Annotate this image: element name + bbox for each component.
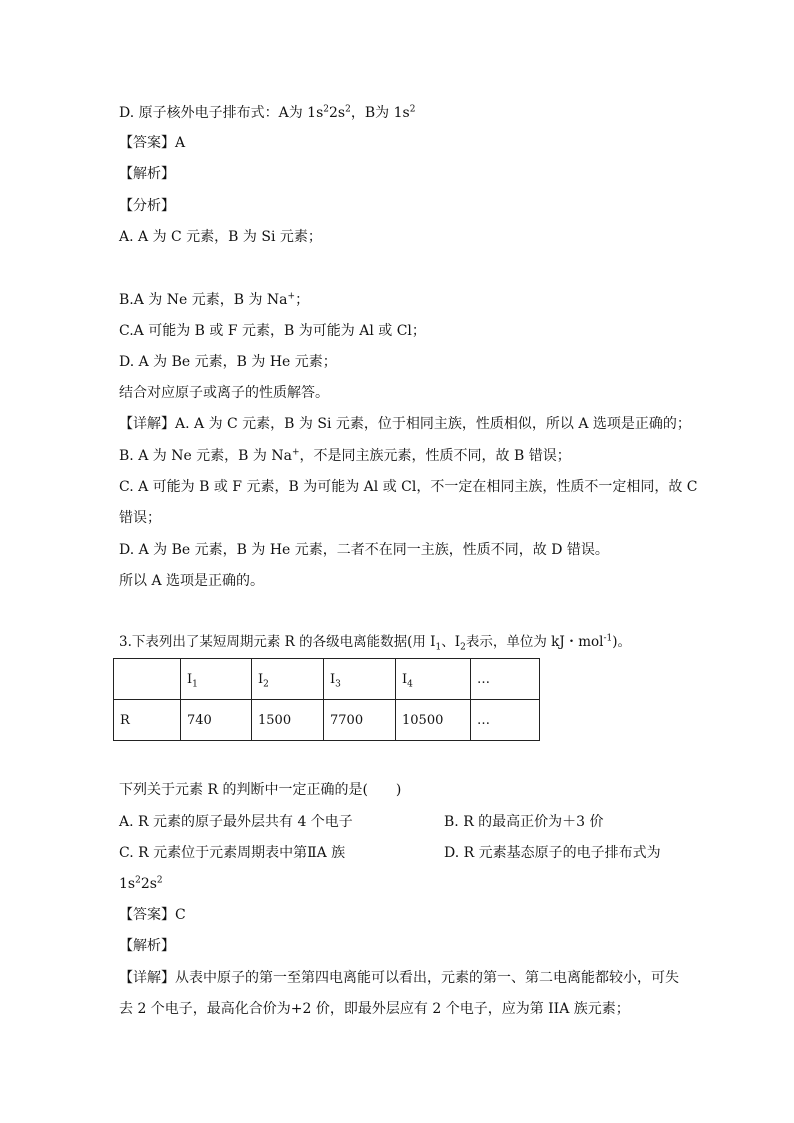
question-3-prompt: 下列关于元素 R 的判断中一定正确的是( ) [119, 782, 402, 798]
detail-line-b: B. A 为 Ne 元素，B 为 Na+，不是同主族元素，性质不同，故 B 错误； [119, 447, 571, 464]
fenxi-line-a: A. A 为 C 元素，B 为 Si 元素； [119, 229, 322, 245]
fenxi-conclusion: 结合对应原子或离子的性质解答。 [119, 385, 329, 401]
table-cell: … [471, 700, 540, 741]
option-d: D. R 元素基态原子的电子排布式为 [444, 845, 661, 861]
table-cell: R [114, 700, 181, 741]
detail-line-a: 【详解】A. A 为 C 元素，B 为 Si 元素，位于相同主族，性质相似，所以 A 选项是正确的； [119, 416, 691, 432]
table-cell: $I_1$ [181, 659, 252, 700]
fenxi-label: 【分析】 [119, 198, 175, 214]
option-d-previous: D. 原子核外电子排布式：A为 $1s^22s^2$，B为 $1s^2$ [119, 104, 416, 121]
detail-line-c-cont: 错误； [119, 510, 161, 526]
analysis-label-q3: 【解析】 [119, 938, 175, 954]
option-c: C. R 元素位于元素周期表中第ⅡA 族 [119, 845, 346, 861]
answer-label: 【答案】A [119, 135, 186, 151]
table-row [114, 700, 540, 741]
fenxi-line-d: D. A 为 Be 元素，B 为 He 元素； [119, 354, 337, 370]
table-cell: 7700 [324, 700, 396, 741]
detail-q3-line-1: 【详解】从表中原子的第一至第四电离能可以看出，元素的第一、第二电离能都较小，可失 [119, 970, 679, 986]
fenxi-line-b: B.A 为 Ne 元素，B 为 Na+； [119, 291, 310, 308]
answer-label-q3: 【答案】C [119, 907, 186, 923]
fenxi-line-c: C.A 可能为 B 或 F 元素，B 为可能为 Al 或 Cl； [119, 323, 426, 339]
table-cell: 10500 [396, 700, 471, 741]
question-3-stem: 3.下表列出了某短周期元素 R 的各级电离能数据(用 $I_1$、$I_2$表示，单位为 kJ・mol$^{-1}$)。 [119, 633, 632, 653]
option-d-config: $1s^22s^2$ [119, 875, 163, 892]
table-cell: $I_3$ [324, 659, 396, 700]
detail-line-d: D. A 为 Be 元素，B 为 He 元素，二者不在同一主族，性质不同，故 D 错误。 [119, 542, 609, 558]
option-b: B. R 的最高正价为＋3 价 [444, 814, 604, 830]
table-cell: … [471, 659, 540, 700]
analysis-label: 【解析】 [119, 166, 175, 182]
detail-q3-line-2: 去 2 个电子，最高化合价为+2 价，即最外层应有 2 个电子，应为第 IIA 族元素； [119, 1001, 630, 1017]
table-header-row [114, 659, 540, 700]
detail-conclusion: 所以 A 选项是正确的。 [119, 573, 265, 589]
table-cell: 1500 [252, 700, 324, 741]
ionization-energy-table [113, 658, 540, 741]
table-cell: $I_2$ [252, 659, 324, 700]
table-cell: $I_4$ [396, 659, 471, 700]
option-a: A. R 元素的原子最外层共有 4 个电子 [119, 814, 353, 830]
table-cell: 740 [181, 700, 252, 741]
detail-line-c: C. A 可能为 B 或 F 元素，B 为可能为 Al 或 Cl，不一定在相同主族，性质不一定相同，故 C [119, 479, 698, 495]
table-cell [114, 659, 181, 700]
